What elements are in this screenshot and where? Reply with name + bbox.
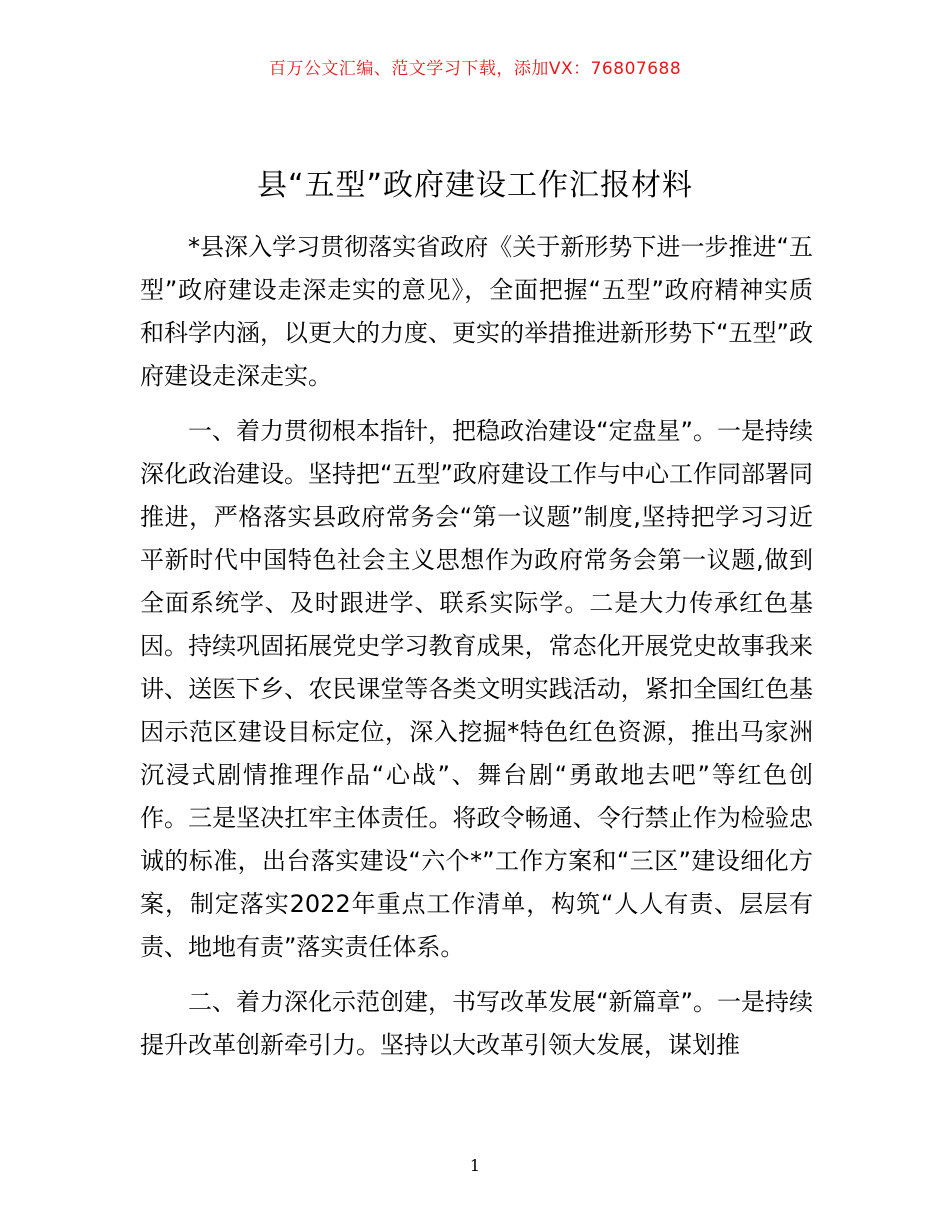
section-two-paragraph: 二、着力深化示范创建，书写改革发展“新篇章”。一是持续提升改革创新牵引力。坚持以大改革引领大发展，谋划推	[140, 988, 813, 1059]
page-number: 1	[469, 1156, 481, 1175]
document-title: 县“五型”政府建设工作汇报材料	[256, 168, 694, 203]
document-body	[140, 226, 813, 1067]
section-one-paragraph: 一、着力贯彻根本指针，把稳政治建设“定盘星”。一是持续深化政治建设。坚持把“五型”政府建设工作与中心工作同部署同推进，严格落实县政府常务会“第一议题”制度,坚持把学习习近平新时代中国特色社会主义思想作为政府常务会第一议题,做到全面系统学、及时跟进学、联系实际学。二是大力传承红色基因。持续巩固拓展党史学习教育成果，常态化开展党史故事我来讲、送医下乡、农民课堂等各类文明实践活动，紧扣全国红色基因示范区建设目标定位，深入挖掘*特色红色资源，推出马家洲沉浸式剧情推理作品“心战”、舞台剧“勇敢地去吧”等红色创作。三是坚决扛牢主体责任。将政令畅通、令行禁止作为检验忠诚的标准，出台落实建设“六个*”工作方案和“三区”建设细化方案，制定落实2022年重点工作清单，构筑“人人有责、层层有责、地地有责”落实责任体系。	[140, 417, 813, 961]
header-banner: 百万公文汇编、范文学习下载，添加VX：76807688	[268, 59, 682, 79]
intro-paragraph: *县深入学习贯彻落实省政府《关于新形势下进一步推进“五型”政府建设走深走实的意见》，全面把握“五型”政府精神实质和科学内涵，以更大的力度、更实的举措推进新形势下“五型”政府建设走深走实。	[140, 233, 813, 390]
